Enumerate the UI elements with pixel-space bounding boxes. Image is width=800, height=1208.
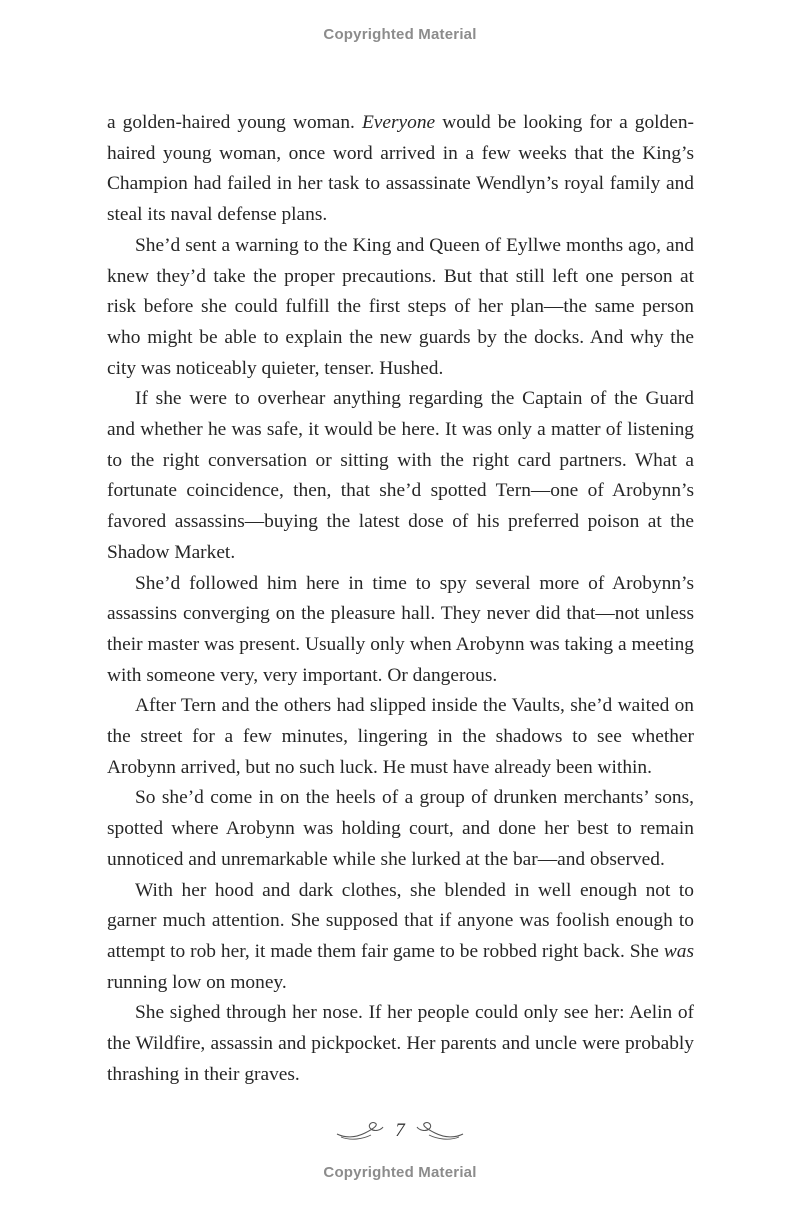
text-run: With her hood and dark clothes, she blended in well enough not to garner much attention. She supposed that if anyone was foolish enough to attempt to rob her, it made them fair game to be robbed right back. She — [107, 879, 694, 962]
paragraph — [107, 569, 694, 692]
italic-text: was — [663, 940, 694, 962]
flourish-right-icon — [415, 1120, 465, 1142]
text-run: She’d followed him here in time to spy several more of Arobynn’s assassins converging on the pleasure hall. They never did that—not unless their master was present. Usually only when Arobynn was taking a meeting with someone very, very important. Or dangerous. — [107, 572, 694, 686]
page-folio — [0, 1120, 800, 1142]
text-run: a golden-haired young woman. — [107, 112, 362, 133]
copyright-watermark-bottom: Copyrighted Material — [323, 1164, 477, 1181]
text-run: After Tern and the others had slipped inside the Vaults, she’d waited on the street for a few minutes, lingering in the shadows to see whether Arobynn arrived, but no such luck. He must have already been within. — [107, 695, 694, 778]
italic-text: Everyone — [361, 112, 436, 133]
paragraph — [107, 783, 694, 875]
copyright-watermark-top: Copyrighted Material — [323, 26, 477, 43]
paragraph — [107, 876, 694, 999]
text-run: running low on money. — [107, 971, 287, 993]
paragraph — [107, 384, 694, 568]
paragraph — [107, 231, 694, 385]
page-number: 7 — [395, 1120, 405, 1141]
text-run: So she’d come in on the heels of a group of drunken merchants’ sons, spotted where Arobynn was holding court, and done her best to remain unnoticed and unremarkable while she lurked at the bar—and observed. — [107, 787, 694, 870]
paragraph — [107, 998, 694, 1090]
paragraph — [107, 691, 694, 783]
text-run: She sighed through her nose. If her people could only see her: Aelin of the Wildfire, assassin and pickpocket. Her parents and uncle were probably thrashing in their graves. — [107, 1002, 694, 1085]
body-text — [107, 108, 694, 1091]
text-run: She’d sent a warning to the King and Queen of Eyllwe months ago, and knew they’d take the proper precautions. But that still left one person at risk before she could fulfill the first steps of her plan—the same person who might be able to explain the new guards by the docks. And why the city was noticeably quieter, tenser. Hushed. — [107, 234, 694, 379]
text-run: would be looking for a golden-haired young woman, once word arrived in a few weeks that the King’s Champion had failed in her task to assassinate Wendlyn’s royal family and steal its naval defense plans. — [107, 112, 694, 226]
paragraph — [107, 108, 694, 231]
flourish-left-icon — [335, 1120, 385, 1142]
text-run: If she were to overhear anything regarding the Captain of the Guard and whether he was safe, it would be here. It was only a matter of listening to the right conversation or sitting with the right card partners. What a fortunate coincidence, then, that she’d spotted Tern—one of Arobynn’s favored assassins—buying the latest dose of his preferred poison at the Shadow Market. — [107, 388, 694, 563]
